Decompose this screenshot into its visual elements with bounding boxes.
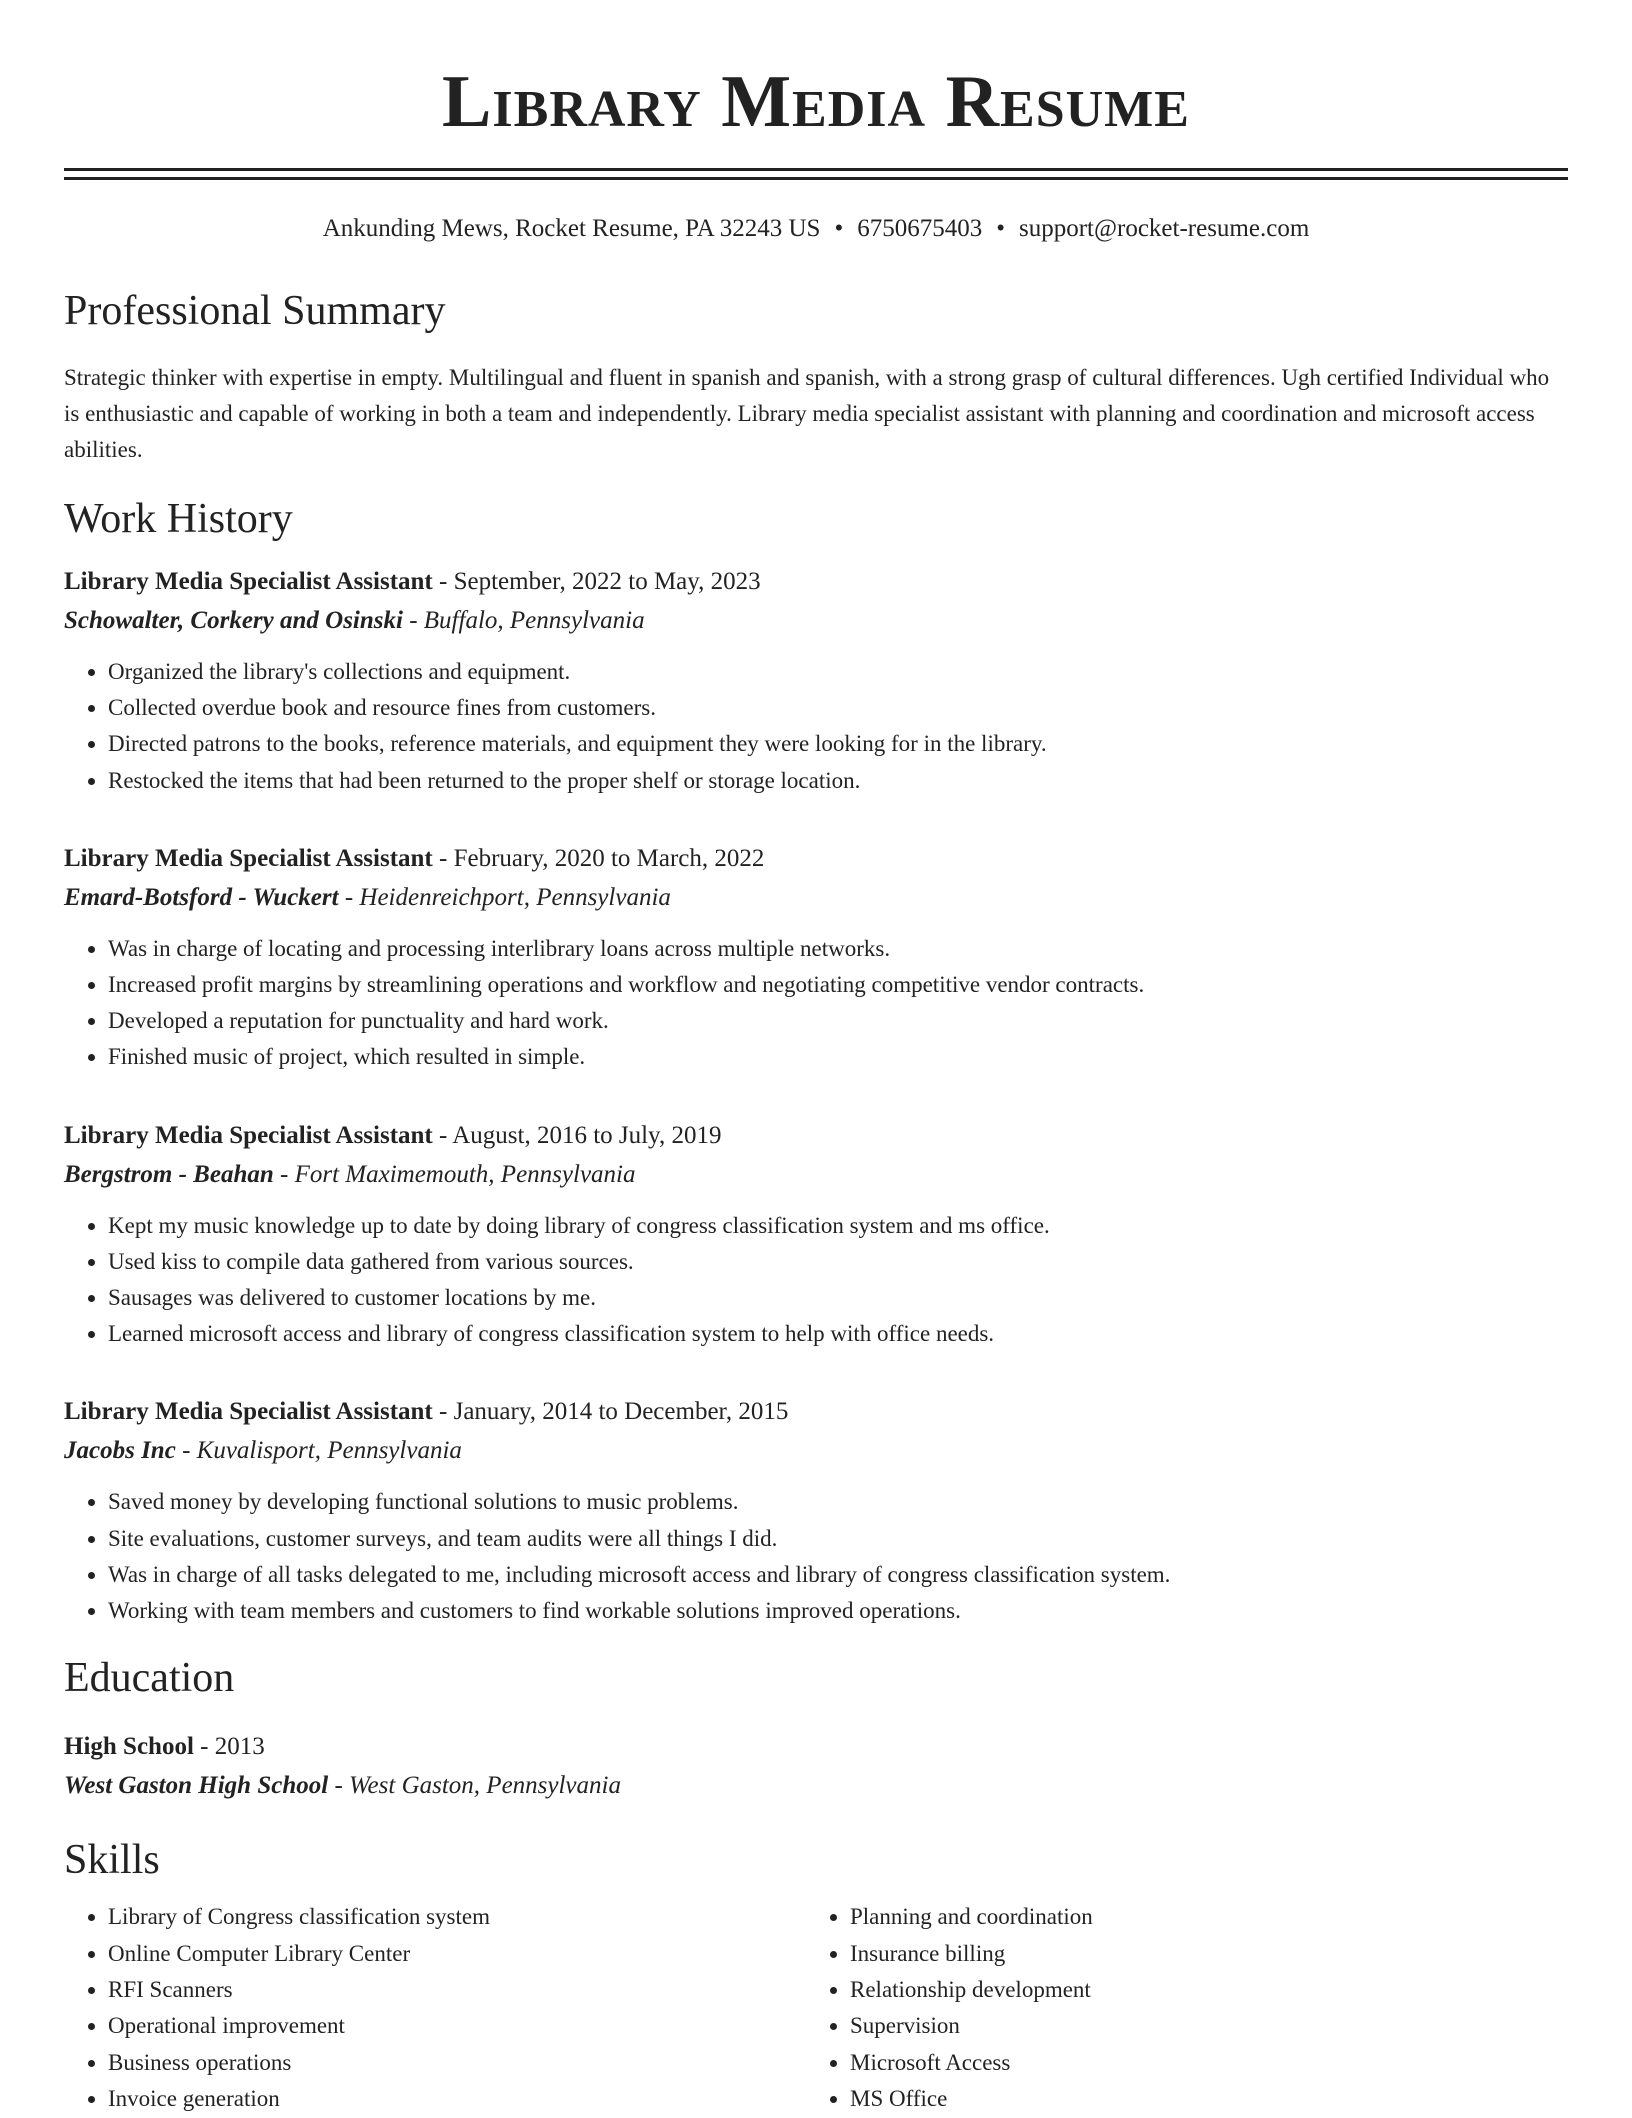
job-title: Library Media Specialist Assistant bbox=[64, 844, 433, 872]
contact-line bbox=[64, 214, 1568, 244]
skill-item: • Microsoft Access bbox=[850, 2045, 1548, 2081]
job-company: Schowalter, Corkery and Osinski bbox=[64, 607, 403, 634]
job-location: - Heidenreichport, Pennsylvania bbox=[338, 883, 671, 911]
job-duty: • Increased profit margins by streamlining operations and workflow and negotiating competitive vendor contracts. bbox=[108, 967, 1568, 1003]
skills-columns bbox=[64, 1899, 1568, 2117]
job-header bbox=[64, 839, 1568, 878]
skill-item: • Business operations bbox=[108, 2045, 806, 2081]
skill-item: • Library of Congress classification system bbox=[108, 1899, 806, 1935]
summary-heading: Professional Summary bbox=[64, 288, 446, 334]
contact-phone: 6750675403 bbox=[857, 215, 983, 242]
summary-text: Strategic thinker with expertise in empty. Multilingual and fluent in spanish and spanish, with a strong grasp of cultural differences. Ugh certified Individual who is enthusiastic and capable of working in both a team and independently. Library media specialist assistant with planning and coordination and microsoft access abilities. bbox=[64, 365, 1550, 462]
education-school-line bbox=[64, 1766, 1568, 1805]
job-duties bbox=[64, 1208, 1568, 1353]
job-duty: • Sausages was delivered to customer locations by me. bbox=[108, 1280, 1568, 1316]
job-location: - Kuvalisport, Pennsylvania bbox=[175, 1437, 462, 1465]
skills-heading: Skills bbox=[64, 1837, 160, 1884]
contact-separator: • bbox=[834, 215, 844, 242]
job-duty: • Was in charge of locating and processing interlibrary loans across multiple networks. bbox=[108, 931, 1568, 967]
job-dates: - February, 2020 to March, 2022 bbox=[432, 844, 765, 872]
resume-title: Library Media Resume bbox=[442, 61, 1190, 143]
job-title: Library Media Specialist Assistant bbox=[64, 568, 433, 595]
job-title: Library Media Specialist Assistant bbox=[64, 1398, 433, 1426]
job-duties bbox=[64, 654, 1568, 799]
job-entry bbox=[64, 1392, 1568, 1629]
job-duties bbox=[64, 1484, 1568, 1629]
job-dates: - January, 2014 to December, 2015 bbox=[432, 1398, 789, 1426]
education-header bbox=[64, 1727, 1568, 1766]
education-year: - 2013 bbox=[193, 1733, 265, 1761]
contact-email: support@rocket-resume.com bbox=[1018, 215, 1310, 242]
skill-item: • Online Computer Library Center bbox=[108, 1936, 806, 1972]
education-entry bbox=[64, 1727, 1568, 1805]
skill-item: • Operational improvement bbox=[108, 2008, 806, 2044]
job-duty: • Directed patrons to the books, reference materials, and equipment they were looking for in the library. bbox=[108, 726, 1568, 762]
skill-item: • Relationship development bbox=[850, 1972, 1548, 2008]
resume-page bbox=[64, 0, 1568, 2118]
job-duty: • Was in charge of all tasks delegated to me, including microsoft access and library of congress classification system. bbox=[108, 1557, 1568, 1593]
job-dates: - September, 2022 to May, 2023 bbox=[432, 568, 761, 595]
job-duty: • Kept my music knowledge up to date by doing library of congress classification system and ms office. bbox=[108, 1208, 1568, 1244]
skills-list-left bbox=[64, 1899, 806, 2117]
job-duties bbox=[64, 931, 1568, 1076]
job-header bbox=[64, 562, 1568, 601]
job-company-line bbox=[64, 878, 1568, 917]
job-entry bbox=[64, 1116, 1568, 1353]
skill-item: • RFI Scanners bbox=[108, 1972, 806, 2008]
education-heading: Education bbox=[64, 1655, 235, 1702]
skills-list-right bbox=[806, 1899, 1548, 2117]
education-school: West Gaston High School bbox=[64, 1772, 329, 1800]
skill-item: • Planning and coordination bbox=[850, 1899, 1548, 1935]
job-company-line bbox=[64, 601, 1568, 640]
job-duty: • Restocked the items that had been returned to the proper shelf or storage location. bbox=[108, 763, 1568, 799]
skill-item: • Supervision bbox=[850, 2008, 1548, 2044]
title-divider-bottom bbox=[64, 177, 1568, 180]
job-entry bbox=[64, 562, 1568, 799]
job-title: Library Media Specialist Assistant bbox=[64, 1121, 433, 1149]
job-duty: • Learned microsoft access and library of congress classification system to help with office needs. bbox=[108, 1316, 1568, 1352]
job-company: Emard-Botsford - Wuckert bbox=[64, 883, 339, 911]
job-duty: • Developed a reputation for punctuality and hard work. bbox=[108, 1003, 1568, 1039]
job-company: Jacobs Inc bbox=[64, 1437, 176, 1465]
job-duty: • Finished music of project, which resulted in simple. bbox=[108, 1039, 1568, 1075]
job-header bbox=[64, 1392, 1568, 1431]
skill-item: • Insurance billing bbox=[850, 1936, 1548, 1972]
job-duty: • Organized the library's collections and equipment. bbox=[108, 654, 1568, 690]
job-company: Bergstrom - Beahan bbox=[64, 1160, 274, 1188]
job-dates: - August, 2016 to July, 2019 bbox=[432, 1121, 722, 1149]
skill-item: • MS Office bbox=[850, 2081, 1548, 2117]
job-duty: • Collected overdue book and resource fines from customers. bbox=[108, 690, 1568, 726]
contact-address: Ankunding Mews, Rocket Resume, PA 32243 US bbox=[322, 215, 821, 242]
job-entry bbox=[64, 839, 1568, 1076]
contact-separator: • bbox=[996, 215, 1005, 242]
title-divider-top bbox=[64, 168, 1568, 171]
job-header bbox=[64, 1116, 1568, 1155]
job-company-line bbox=[64, 1155, 1568, 1194]
job-duty: • Site evaluations, customer surveys, and team audits were all things I did. bbox=[108, 1521, 1568, 1557]
education-degree: High School bbox=[64, 1733, 194, 1761]
job-duty: • Used kiss to compile data gathered from various sources. bbox=[108, 1244, 1568, 1280]
job-company-line bbox=[64, 1431, 1568, 1470]
work-history-heading: Work History bbox=[64, 496, 293, 542]
skill-item: • Invoice generation bbox=[108, 2081, 806, 2117]
job-location: - Fort Maximemouth, Pennsylvania bbox=[273, 1160, 636, 1188]
job-duty: • Saved money by developing functional solutions to music problems. bbox=[108, 1484, 1568, 1520]
job-duty: • Working with team members and customers to find workable solutions improved operations. bbox=[108, 1593, 1568, 1629]
education-location: - West Gaston, Pennsylvania bbox=[328, 1772, 621, 1800]
job-location: - Buffalo, Pennsylvania bbox=[402, 607, 645, 634]
